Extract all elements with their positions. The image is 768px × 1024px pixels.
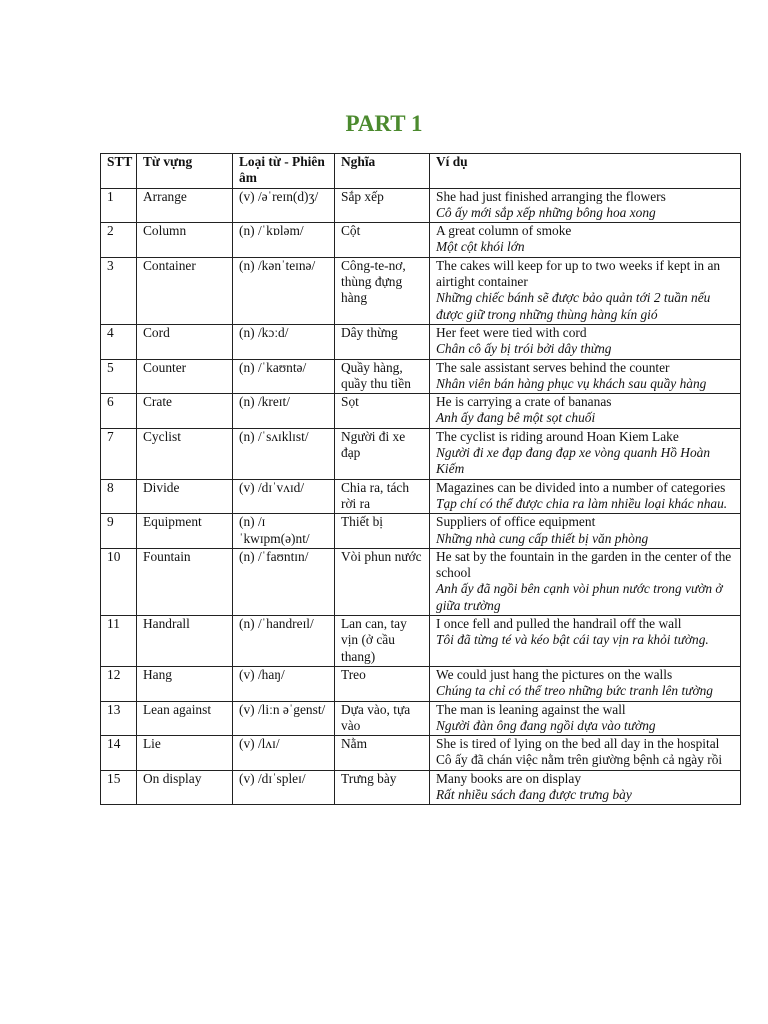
cell-type-pronunciation: (v) /dɪˈspleɪ/ bbox=[233, 770, 335, 805]
cell-stt: 11 bbox=[101, 616, 137, 667]
cell-stt: 1 bbox=[101, 188, 137, 223]
header-meaning: Nghĩa bbox=[335, 154, 430, 189]
table-row bbox=[101, 479, 741, 514]
cell-type-pronunciation: (n) /kɔːd/ bbox=[233, 324, 335, 359]
example-vietnamese: Người đi xe đạp đang đạp xe vòng quanh Hồ Hoàn Kiếm bbox=[436, 445, 711, 477]
cell-example bbox=[430, 257, 741, 324]
cell-stt: 7 bbox=[101, 428, 137, 479]
table-row bbox=[101, 736, 741, 771]
table-row bbox=[101, 394, 741, 429]
cell-type-pronunciation: (n) /ˈhandreɪl/ bbox=[233, 616, 335, 667]
cell-word: Lean against bbox=[137, 701, 233, 736]
cell-example bbox=[430, 548, 741, 615]
example-english: The cyclist is riding around Hoan Kiem Lake bbox=[436, 428, 679, 444]
cell-stt: 8 bbox=[101, 479, 137, 514]
cell-stt: 4 bbox=[101, 324, 137, 359]
cell-meaning: Sắp xếp bbox=[335, 188, 430, 223]
cell-type-pronunciation: (v) /haŋ/ bbox=[233, 666, 335, 701]
table-row bbox=[101, 701, 741, 736]
table-row bbox=[101, 514, 741, 549]
example-vietnamese: Cô ấy đã chán việc nằm trên giường bệnh cả ngày rồi bbox=[436, 752, 723, 768]
table-row bbox=[101, 666, 741, 701]
table-row bbox=[101, 257, 741, 324]
cell-word: Equipment bbox=[137, 514, 233, 549]
header-word: Từ vựng bbox=[137, 154, 233, 189]
example-vietnamese: Chúng ta chỉ có thể treo những bức tranh lên tường bbox=[436, 683, 713, 699]
example-english: Many books are on display bbox=[436, 770, 582, 786]
example-vietnamese: Chân cô ấy bị trói bởi dây thừng bbox=[436, 341, 612, 357]
table-row bbox=[101, 616, 741, 667]
cell-type-pronunciation: (n) /ˈsʌɪklɪst/ bbox=[233, 428, 335, 479]
example-english: Suppliers of office equipment bbox=[436, 514, 596, 530]
cell-meaning: Người đi xe đạp bbox=[335, 428, 430, 479]
header-type-pronunciation: Loại từ - Phiên âm bbox=[233, 154, 335, 189]
example-english: I once fell and pulled the handrail off the wall bbox=[436, 616, 682, 632]
table-row bbox=[101, 359, 741, 394]
table-row bbox=[101, 770, 741, 805]
cell-example bbox=[430, 223, 741, 258]
table-row bbox=[101, 548, 741, 615]
table-row bbox=[101, 428, 741, 479]
cell-example bbox=[430, 701, 741, 736]
cell-stt: 3 bbox=[101, 257, 137, 324]
cell-example bbox=[430, 616, 741, 667]
cell-type-pronunciation: (n) /kənˈteɪnə/ bbox=[233, 257, 335, 324]
example-vietnamese: Một cột khói lớn bbox=[436, 239, 525, 255]
cell-word: Hang bbox=[137, 666, 233, 701]
example-vietnamese: Rất nhiều sách đang được trưng bày bbox=[436, 786, 632, 802]
cell-example bbox=[430, 324, 741, 359]
cell-stt: 13 bbox=[101, 701, 137, 736]
cell-meaning: Quầy hàng, quầy thu tiền bbox=[335, 359, 430, 394]
cell-type-pronunciation: (n) /ˈkɒləm/ bbox=[233, 223, 335, 258]
cell-example bbox=[430, 666, 741, 701]
cell-type-pronunciation: (v) /liːn əˈgenst/ bbox=[233, 701, 335, 736]
cell-example bbox=[430, 736, 741, 771]
cell-stt: 9 bbox=[101, 514, 137, 549]
example-english: A great column of smoke bbox=[436, 223, 572, 239]
cell-word: Container bbox=[137, 257, 233, 324]
example-english: The cakes will keep for up to two weeks if kept in an airtight container bbox=[436, 257, 721, 290]
cell-type-pronunciation: (n) /ˈkaʊntə/ bbox=[233, 359, 335, 394]
cell-word: Cord bbox=[137, 324, 233, 359]
cell-meaning: Treo bbox=[335, 666, 430, 701]
example-english: He is carrying a crate of bananas bbox=[436, 394, 612, 410]
cell-example bbox=[430, 479, 741, 514]
cell-word: Divide bbox=[137, 479, 233, 514]
example-vietnamese: Người đàn ông đang ngồi dựa vào tường bbox=[436, 717, 656, 733]
cell-stt: 10 bbox=[101, 548, 137, 615]
example-english: He sat by the fountain in the garden in the center of the school bbox=[436, 548, 732, 581]
cell-stt: 2 bbox=[101, 223, 137, 258]
cell-meaning: Chia ra, tách rời ra bbox=[335, 479, 430, 514]
example-english: Her feet were tied with cord bbox=[436, 324, 587, 340]
example-english: The man is leaning against the wall bbox=[436, 701, 626, 717]
table-header-row bbox=[101, 154, 741, 189]
cell-word: On display bbox=[137, 770, 233, 805]
table-row bbox=[101, 223, 741, 258]
cell-example bbox=[430, 359, 741, 394]
cell-type-pronunciation: (n) /ˈfaʊntɪn/ bbox=[233, 548, 335, 615]
example-vietnamese: Những nhà cung cấp thiết bị văn phòng bbox=[436, 530, 649, 546]
header-example: Ví dụ bbox=[430, 154, 741, 189]
example-vietnamese: Cô ấy mới sắp xếp những bông hoa xong bbox=[436, 204, 656, 220]
cell-stt: 15 bbox=[101, 770, 137, 805]
cell-word: Lie bbox=[137, 736, 233, 771]
example-english: Magazines can be divided into a number of categories bbox=[436, 479, 726, 495]
cell-meaning: Thiết bị bbox=[335, 514, 430, 549]
cell-example bbox=[430, 188, 741, 223]
cell-word: Arrange bbox=[137, 188, 233, 223]
cell-meaning: Nằm bbox=[335, 736, 430, 771]
cell-stt: 14 bbox=[101, 736, 137, 771]
cell-example bbox=[430, 514, 741, 549]
cell-meaning: Cột bbox=[335, 223, 430, 258]
cell-meaning: Dây thừng bbox=[335, 324, 430, 359]
cell-stt: 5 bbox=[101, 359, 137, 394]
cell-meaning: Dựa vào, tựa vào bbox=[335, 701, 430, 736]
cell-meaning: Vòi phun nước bbox=[335, 548, 430, 615]
cell-stt: 12 bbox=[101, 666, 137, 701]
vocabulary-table bbox=[100, 153, 741, 805]
cell-meaning: Công-te-nơ, thùng đựng hàng bbox=[335, 257, 430, 324]
cell-meaning: Lan can, tay vịn (ở cầu thang) bbox=[335, 616, 430, 667]
table-row bbox=[101, 324, 741, 359]
cell-word: Crate bbox=[137, 394, 233, 429]
cell-type-pronunciation: (v) /lʌɪ/ bbox=[233, 736, 335, 771]
table-row bbox=[101, 188, 741, 223]
cell-example bbox=[430, 770, 741, 805]
example-english: She had just finished arranging the flowers bbox=[436, 188, 666, 204]
cell-example bbox=[430, 428, 741, 479]
example-vietnamese: Anh ấy đã ngồi bên cạnh vòi phun nước trong vườn ở giữa trường bbox=[436, 581, 723, 613]
cell-meaning: Trưng bày bbox=[335, 770, 430, 805]
cell-word: Counter bbox=[137, 359, 233, 394]
example-english: She is tired of lying on the bed all day in the hospital bbox=[436, 736, 720, 752]
header-stt: STT bbox=[101, 154, 137, 189]
example-english: The sale assistant serves behind the counter bbox=[436, 359, 670, 375]
cell-type-pronunciation: (v) /əˈreɪn(d)ʒ/ bbox=[233, 188, 335, 223]
example-vietnamese: Tạp chí có thể được chia ra làm nhiều loại khác nhau. bbox=[436, 495, 728, 511]
cell-word: Column bbox=[137, 223, 233, 258]
cell-meaning: Sọt bbox=[335, 394, 430, 429]
cell-example bbox=[430, 394, 741, 429]
cell-word: Handrall bbox=[137, 616, 233, 667]
example-vietnamese: Nhân viên bán hàng phục vụ khách sau quầy hàng bbox=[436, 375, 707, 391]
example-vietnamese: Những chiếc bánh sẽ được bảo quản tới 2 tuần nếu được giữ trong những thùng hàng kín gió bbox=[436, 290, 711, 322]
example-vietnamese: Tôi đã từng té và kéo bật cái tay vịn ra khỏi tường. bbox=[436, 632, 709, 648]
page-title: PART 1 bbox=[345, 111, 423, 136]
cell-word: Cyclist bbox=[137, 428, 233, 479]
cell-type-pronunciation: (v) /dɪˈvʌɪd/ bbox=[233, 479, 335, 514]
example-vietnamese: Anh ấy đang bê một sọt chuối bbox=[436, 410, 596, 426]
cell-stt: 6 bbox=[101, 394, 137, 429]
example-english: We could just hang the pictures on the walls bbox=[436, 666, 673, 682]
cell-type-pronunciation: (n) /ɪˈkwɪpm(ə)nt/ bbox=[233, 514, 335, 549]
cell-word: Fountain bbox=[137, 548, 233, 615]
cell-type-pronunciation: (n) /kreɪt/ bbox=[233, 394, 335, 429]
